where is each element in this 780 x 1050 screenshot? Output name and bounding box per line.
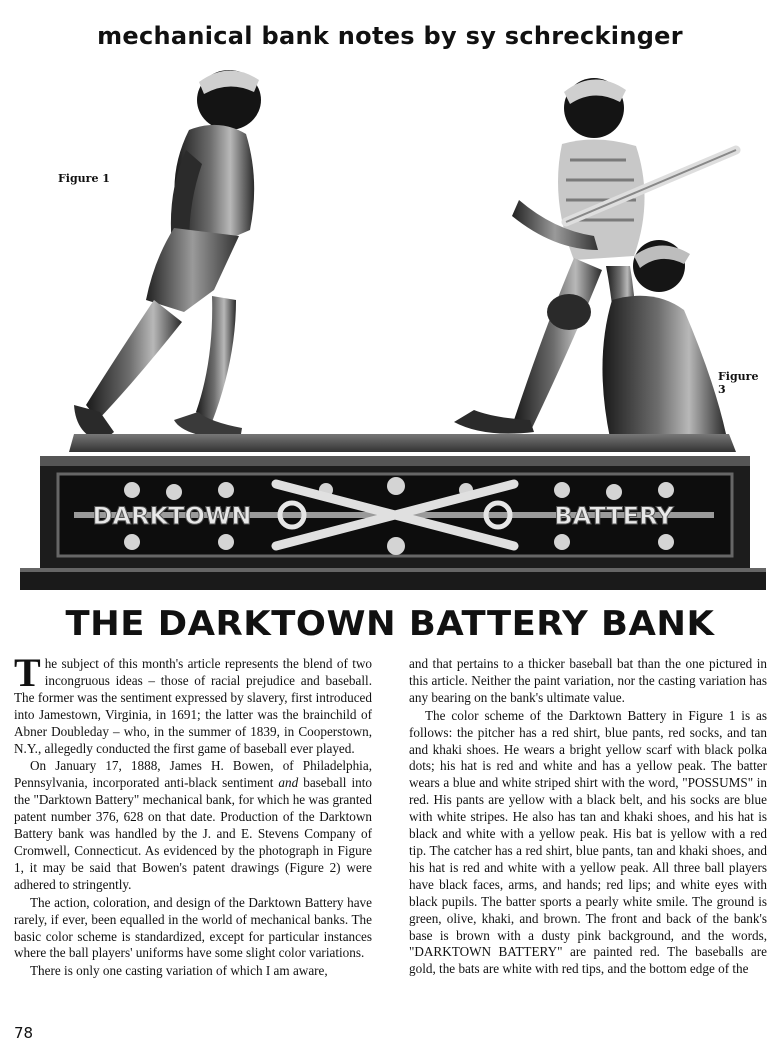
- page-number: 78: [14, 1024, 34, 1042]
- bank-base: [20, 456, 766, 590]
- base-word-darktown: DARKTOWN: [92, 502, 252, 530]
- paragraph: The subject of this month's article represents the blend of two incongruous ideas – those of racial prejudice and baseball. The former was the sentiment expressed by slavery, first introduced into Jamestown, Virginia, in 1691; the latter was the brainchild of Abner Doubleday – who, in the summer of 1839, in Cooperstown, N.Y., allegedly conducted the first game of baseball ever played.: [14, 650, 372, 756]
- paragraph: On January 17, 1888, James H. Bowen, of Philadelphia, Pennsylvania, incorporated anti-black sentiment and baseball into the "Darktown Battery" mechanical bank, for which he was granted patent number 376, 628 on that date. Production of the Darktown Battery bank was handled by the J. and E. Stevens Company of Cromwell, Connecticut. As evidenced by the photograph in Figure 1, it may be said that Bowen's patent drawings (Figure 2) were adhered to stringently.: [14, 758, 372, 892]
- base-word-battery: BATTERY: [554, 502, 674, 530]
- bank-photograph: [14, 60, 766, 600]
- paragraph: The action, coloration, and design of the Darktown Battery have rarely, if ever, been equalled in the world of mechanical banks. The basic color scheme is standardized, except for particular instances where the ball players' uniforms have some slight color variations.: [14, 894, 372, 961]
- pitcher-figure: [74, 70, 261, 442]
- text-column-left: [14, 650, 372, 981]
- paragraph: There is only one casting variation of which I am aware,: [30, 963, 328, 979]
- figure-1-label: Figure 1: [58, 172, 110, 185]
- article-title: THE DARKTOWN BATTERY BANK: [65, 604, 715, 644]
- running-head: mechanical bank notes by sy schreckinger: [97, 22, 683, 50]
- paragraph: The color scheme of the Darktown Battery in Figure 1 is as follows: the pitcher has a red shirt, blue pants, red socks, and tan and khaki shoes. He wears a bright yellow scarf with black polka dots; his hat is red and white and has a yellow peak. The batter wears a blue and white striped shirt with the word, "POSSUMS" in red. His pants are yellow with a black belt, and his socks are blue with white stripes. He also has tan and khaki shoes, and his hat is black and white with a yellow peak. His bat is yellow with a red tip. The catcher has a red shirt, blue pants, tan and khaki shoes, and his hat is red and white with a yellow peak. All three ball players have black faces, arms, and hands; red lips; and white eyes with black pupils. The batter sports a pearly white smile. The ground is green, olive, khaki, and brown. The front and back of the bank's base is brown with a dusty pink background, and the words, "DARKTOWN BATTERY" are painted red. The baseballs are gold, the bats are white with red tips, and the bottom edge of the: [409, 707, 767, 977]
- figure-3-label: Figure 3: [718, 370, 759, 396]
- text-column-right: [409, 656, 767, 979]
- paragraph: and that pertains to a thicker baseball bat than the one pictured in this article. Neither the paint variation, nor the casting variation has any bearing on the bank's ultimate value.: [409, 656, 767, 705]
- drop-cap: T: [14, 650, 41, 695]
